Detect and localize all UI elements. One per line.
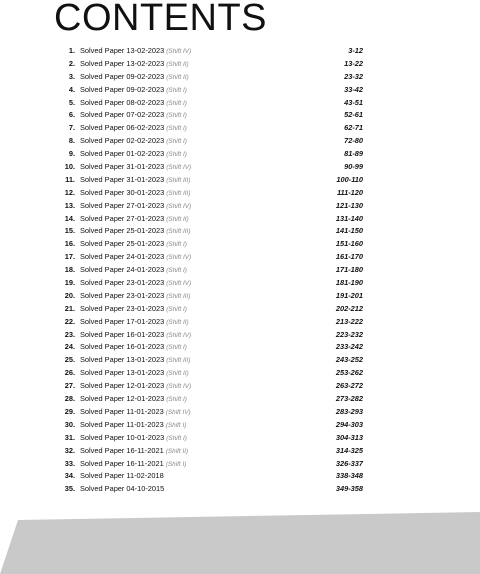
entry-number: 7. [68, 123, 75, 133]
entry-number: 31. [64, 432, 75, 442]
entry-title-wrap [80, 251, 191, 265]
entry-title-wrap [80, 71, 189, 85]
entry-shift: (Shift IV) [166, 202, 192, 210]
entry-pages: 283-293 [335, 406, 363, 416]
entry-pages: 314-325 [335, 445, 363, 455]
entry-shift: (Shift III) [166, 189, 191, 197]
entry-pages: 131-140 [335, 213, 363, 223]
entry-number: 16. [64, 239, 75, 249]
entry-title: Solved Paper 16-11-2021 [80, 458, 164, 468]
toc-entry [0, 174, 480, 187]
entry-title-wrap [80, 354, 190, 368]
entry-shift: (Shift IV) [166, 164, 192, 172]
entry-title-wrap [80, 458, 186, 472]
entry-pages: 326-337 [335, 458, 363, 468]
toc-entry [0, 341, 480, 354]
entry-pages: 151-160 [335, 239, 363, 249]
toc-entry [0, 58, 480, 71]
entry-title-wrap [80, 290, 190, 304]
toc-entry [0, 419, 480, 432]
toc-entry [0, 213, 480, 226]
entry-title-wrap [80, 393, 187, 407]
entry-shift: (Shift I) [165, 421, 187, 429]
entry-title: Solved Paper 17-01-2023 [80, 316, 165, 326]
entry-title-wrap [80, 406, 191, 420]
entry-pages: 72-80 [344, 136, 363, 146]
entry-number: 24. [64, 342, 75, 352]
entry-shift: (Shift II) [166, 60, 189, 68]
entry-pages: 304-313 [335, 432, 363, 442]
entry-title: Solved Paper 01-02-2023 [80, 149, 165, 159]
entry-title-wrap [80, 187, 190, 201]
entry-shift: (Shift I) [166, 396, 187, 404]
entry-number: 26. [64, 368, 75, 378]
toc-entry [0, 45, 480, 58]
entry-number: 20. [64, 290, 75, 300]
entry-number: 22. [64, 316, 75, 326]
entry-title-wrap [80, 264, 187, 278]
entry-shift: (Shift IV) [166, 331, 192, 339]
entry-title: Solved Paper 25-01-2023 [80, 226, 165, 236]
entry-shift: (Shift I) [166, 151, 187, 159]
entry-shift: (Shift III) [166, 176, 191, 184]
entry-number: 25. [64, 355, 75, 365]
entry-title-wrap [80, 380, 191, 394]
entry-pages: 202-212 [335, 303, 363, 313]
entry-shift: (Shift IV) [166, 280, 192, 288]
entry-shift: (Shift IV) [166, 383, 192, 391]
toc-entry [0, 393, 480, 406]
entry-pages: 81-89 [344, 149, 363, 159]
entry-shift: (Shift I) [165, 460, 187, 468]
entry-number: 33. [64, 458, 75, 468]
entry-shift: (Shift I) [166, 344, 187, 352]
entry-number: 19. [64, 278, 75, 288]
entry-number: 6. [68, 110, 75, 120]
entry-shift: (Shift I) [166, 112, 187, 120]
entry-title: Solved Paper 07-02-2023 [80, 110, 165, 120]
entry-pages: 13-22 [344, 58, 363, 68]
entry-title-wrap [80, 135, 187, 149]
entry-title: Solved Paper 23-01-2023 [80, 303, 165, 313]
entry-number: 18. [64, 265, 75, 275]
entry-shift: (Shift I) [166, 125, 187, 133]
toc-entry [0, 470, 480, 483]
entry-shift: (Shift II) [166, 73, 189, 81]
entry-pages: 100-110 [336, 174, 363, 184]
entry-number: 11. [65, 174, 75, 184]
toc-entry [0, 432, 480, 445]
entry-title: Solved Paper 06-02-2023 [80, 123, 165, 133]
entry-number: 15. [64, 226, 75, 236]
entry-pages: 273-282 [335, 394, 363, 404]
entry-title: Solved Paper 23-01-2023 [80, 290, 165, 300]
entry-pages: 223-232 [335, 329, 363, 339]
entry-pages: 3-12 [348, 46, 363, 55]
page-title: CONTENTS [54, 0, 267, 39]
toc-entry [0, 264, 480, 277]
entry-pages: 62-71 [344, 123, 363, 133]
entry-title-wrap [80, 432, 187, 446]
entry-title: Solved Paper 24-01-2023 [80, 265, 165, 275]
entry-pages: 181-190 [335, 278, 363, 288]
entry-number: 21. [64, 303, 75, 313]
entry-title: Solved Paper 31-01-2023 [80, 174, 165, 184]
entry-title: Solved Paper 13-01-2023 [80, 368, 165, 378]
entry-title: Solved Paper 11-02-2018 [80, 471, 164, 481]
entry-title: Solved Paper 10-01-2023 [80, 432, 165, 442]
contents-list [0, 45, 480, 496]
entry-shift: (Shift IV) [166, 254, 192, 262]
entry-pages: 90-99 [344, 162, 363, 172]
toc-entry [0, 277, 480, 290]
entry-shift: (Shift II) [166, 370, 189, 378]
toc-entry [0, 148, 480, 161]
entry-title-wrap [80, 470, 164, 484]
entry-number: 1. [68, 46, 75, 55]
entry-number: 34. [64, 471, 75, 481]
entry-title: Solved Paper 27-01-2023 [80, 213, 165, 223]
entry-title-wrap [80, 174, 190, 188]
entry-title-wrap [80, 367, 189, 381]
entry-title: Solved Paper 11-01-2023 [80, 419, 164, 429]
entry-title-wrap [80, 45, 191, 59]
toc-entry [0, 109, 480, 122]
entry-number: 13. [64, 200, 75, 210]
entry-number: 3. [68, 71, 75, 81]
entry-title: Solved Paper 16-01-2023 [80, 342, 165, 352]
toc-entry [0, 84, 480, 97]
entry-title: Solved Paper 16-11-2021 [80, 445, 164, 455]
entry-pages: 294-303 [335, 419, 363, 429]
entry-title-wrap [80, 213, 189, 227]
entry-number: 10. [64, 162, 75, 172]
entry-title-wrap [80, 445, 188, 459]
entry-shift: (Shift I) [166, 305, 187, 313]
toc-entry [0, 367, 480, 380]
entry-title: Solved Paper 30-01-2023 [80, 187, 165, 197]
entry-title-wrap [80, 277, 191, 291]
entry-title-wrap [80, 316, 189, 330]
entry-number: 27. [64, 381, 75, 391]
entry-title-wrap [80, 200, 191, 214]
entry-pages: 121-130 [335, 200, 363, 210]
entry-title: Solved Paper 08-02-2023 [80, 97, 165, 107]
entry-pages: 233-242 [335, 342, 363, 352]
toc-entry [0, 161, 480, 174]
entry-title: Solved Paper 24-01-2023 [80, 252, 165, 262]
entry-number: 2. [68, 58, 75, 68]
entry-title: Solved Paper 16-01-2023 [80, 329, 165, 339]
toc-entry [0, 122, 480, 135]
entry-title-wrap [80, 419, 186, 433]
entry-pages: 191-201 [335, 290, 363, 300]
entry-pages: 263-272 [335, 381, 363, 391]
toc-entry [0, 97, 480, 110]
entry-title: Solved Paper 13-02-2023 [80, 58, 165, 68]
entry-pages: 52-61 [344, 110, 363, 120]
entry-pages: 33-42 [344, 84, 363, 94]
entry-title: Solved Paper 12-01-2023 [80, 381, 165, 391]
entry-pages: 161-170 [335, 252, 363, 262]
entry-number: 14. [64, 213, 75, 223]
entry-shift: (Shift II) [166, 318, 189, 326]
entry-title-wrap [80, 58, 189, 72]
entry-title: Solved Paper 13-02-2023 [80, 46, 165, 55]
entry-title: Solved Paper 09-02-2023 [80, 84, 165, 94]
entry-number: 17. [64, 252, 75, 262]
entry-pages: 253-262 [335, 368, 363, 378]
entry-title-wrap [80, 148, 187, 162]
entry-pages: 349-358 [335, 484, 363, 494]
toc-entry [0, 329, 480, 342]
entry-number: 12. [64, 187, 75, 197]
entry-pages: 141-150 [335, 226, 363, 236]
entry-number: 28. [64, 394, 75, 404]
entry-title-wrap [80, 303, 187, 317]
entry-number: 30. [64, 419, 75, 429]
entry-shift: (Shift I) [166, 99, 187, 107]
entry-shift: (Shift I) [166, 267, 187, 275]
entry-title-wrap [80, 122, 187, 136]
entry-pages: 111-120 [336, 187, 363, 197]
entry-title-wrap [80, 97, 187, 111]
entry-number: 29. [64, 406, 75, 416]
entry-title-wrap [80, 238, 187, 252]
entry-shift: (Shift I) [166, 138, 187, 146]
entry-title: Solved Paper 23-01-2023 [80, 278, 165, 288]
entry-title-wrap [80, 483, 164, 497]
entry-shift: (Shift I) [166, 434, 187, 442]
entry-shift: (Shift II) [166, 215, 189, 223]
toc-entry [0, 380, 480, 393]
entry-number: 9. [68, 149, 75, 159]
entry-shift: (Shift III) [166, 228, 191, 236]
entry-shift: (Shift III) [166, 292, 191, 300]
toc-entry [0, 303, 480, 316]
entry-title: Solved Paper 11-01-2023 [80, 406, 164, 416]
entry-shift: (Shift I) [166, 241, 187, 249]
entry-title-wrap [80, 161, 191, 175]
toc-entry [0, 187, 480, 200]
entry-title: Solved Paper 13-01-2023 [80, 355, 165, 365]
entry-title: Solved Paper 31-01-2023 [80, 162, 165, 172]
entry-shift: (Shift III) [166, 357, 191, 365]
entry-title: Solved Paper 27-01-2023 [80, 200, 165, 210]
toc-entry [0, 354, 480, 367]
footer-band [0, 512, 480, 574]
entry-number: 35. [64, 484, 75, 494]
entry-number: 23. [64, 329, 75, 339]
footer-band-shape [0, 512, 480, 574]
entry-number: 8. [68, 136, 75, 146]
toc-entry [0, 406, 480, 419]
entry-pages: 243-252 [335, 355, 363, 365]
toc-entry [0, 71, 480, 84]
toc-entry [0, 483, 480, 496]
toc-entry [0, 445, 480, 458]
entry-pages: 43-51 [344, 97, 363, 107]
toc-entry [0, 135, 480, 148]
entry-title: Solved Paper 02-02-2023 [80, 136, 165, 146]
toc-entry [0, 251, 480, 264]
toc-entry [0, 200, 480, 213]
toc-entry [0, 225, 480, 238]
entry-number: 32. [64, 445, 75, 455]
entry-pages: 338-348 [335, 471, 363, 481]
entry-title: Solved Paper 04-10-2015 [80, 484, 165, 494]
entry-shift: (Shift IV) [165, 408, 191, 416]
entry-shift: (Shift I) [166, 86, 187, 94]
entry-title: Solved Paper 09-02-2023 [80, 71, 165, 81]
entry-title: Solved Paper 12-01-2023 [80, 394, 165, 404]
entry-title-wrap [80, 225, 190, 239]
entry-title-wrap [80, 341, 187, 355]
entry-shift: (Shift IV) [166, 48, 192, 55]
entry-title: Solved Paper 25-01-2023 [80, 239, 165, 249]
entry-title-wrap [80, 109, 187, 123]
entry-pages: 171-180 [335, 265, 363, 275]
toc-entry [0, 238, 480, 251]
toc-entry [0, 290, 480, 303]
entry-title-wrap [80, 329, 191, 343]
entry-shift: (Shift II) [165, 447, 189, 455]
toc-entry [0, 458, 480, 471]
entry-number: 5. [68, 97, 75, 107]
toc-entry [0, 316, 480, 329]
entry-title-wrap [80, 84, 187, 98]
entry-pages: 213-222 [335, 316, 363, 326]
entry-number: 4. [68, 84, 75, 94]
entry-pages: 23-32 [344, 71, 363, 81]
